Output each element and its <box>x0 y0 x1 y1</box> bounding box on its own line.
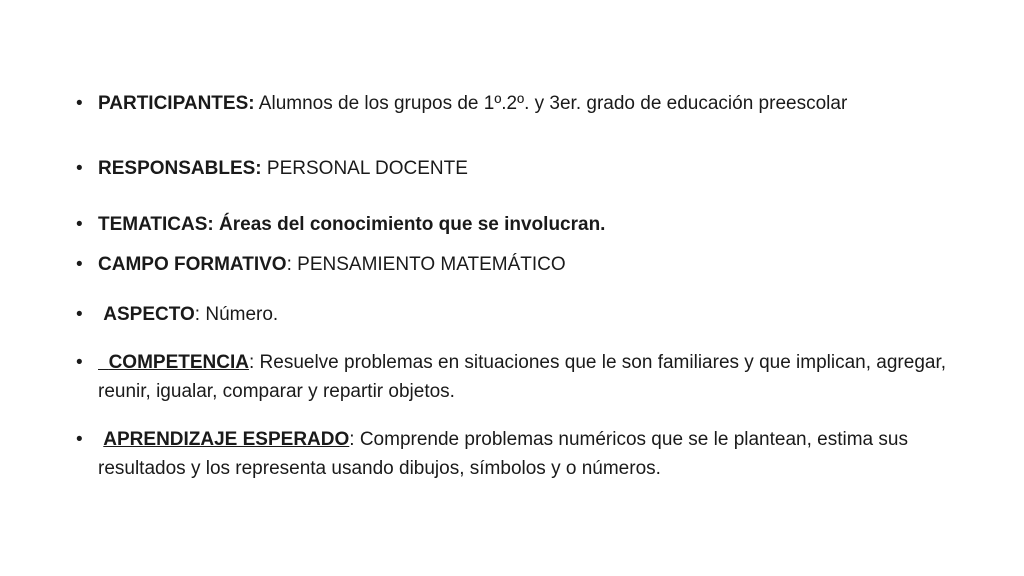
bullet-text <box>98 348 956 406</box>
item-text: : Resuelve problemas en situaciones que le son familiares y que implican, agregar, reunir, igualar, comparar y repartir objetos. <box>98 352 947 402</box>
bullet-icon: • <box>76 158 83 179</box>
bullet-icon: • <box>76 214 83 235</box>
item-label: CAMPO FORMATIVO <box>98 254 287 275</box>
item-text: Alumnos de los grupos de 1º.2º. y 3er. grado de educación preescolar <box>254 93 848 114</box>
bullet-text <box>98 425 956 483</box>
bullet-item-aprendizaje-esperado <box>76 425 956 483</box>
bullet-text <box>98 154 956 183</box>
bullet-text <box>98 89 956 118</box>
bullet-icon: • <box>76 304 83 325</box>
item-text: : Número. <box>194 304 279 325</box>
bullet-item-campo-formativo <box>76 250 956 279</box>
item-label: RESPONSABLES: <box>98 158 262 179</box>
item-label: ASPECTO <box>103 304 195 325</box>
item-text: : Comprende problemas numéricos que se le plantean, estima sus resultados y los representa usando dibujos, símbolos y o números. <box>98 429 908 479</box>
item-text: : PENSAMIENTO MATEMÁTICO <box>286 254 566 275</box>
bullet-item-competencia <box>76 348 956 406</box>
item-text: PERSONAL DOCENTE <box>261 158 468 179</box>
bullet-text <box>98 250 956 279</box>
bullet-item-aspecto <box>76 300 956 329</box>
bullet-text <box>98 210 956 239</box>
bullet-item-participantes <box>76 89 956 118</box>
item-label: COMPETENCIA <box>108 352 249 373</box>
item-label: TEMATICAS: Áreas del conocimiento que se involucran. <box>98 214 606 235</box>
bullet-item-responsables <box>76 154 956 183</box>
bullet-item-tematicas <box>76 210 956 239</box>
bullet-icon: • <box>76 254 83 275</box>
item-label: PARTICIPANTES: <box>98 93 255 114</box>
bullet-icon: • <box>76 352 83 373</box>
bullet-text <box>98 300 956 329</box>
bullet-icon: • <box>76 93 83 114</box>
bullet-icon: • <box>76 429 83 450</box>
item-label: APRENDIZAJE ESPERADO <box>103 429 350 450</box>
